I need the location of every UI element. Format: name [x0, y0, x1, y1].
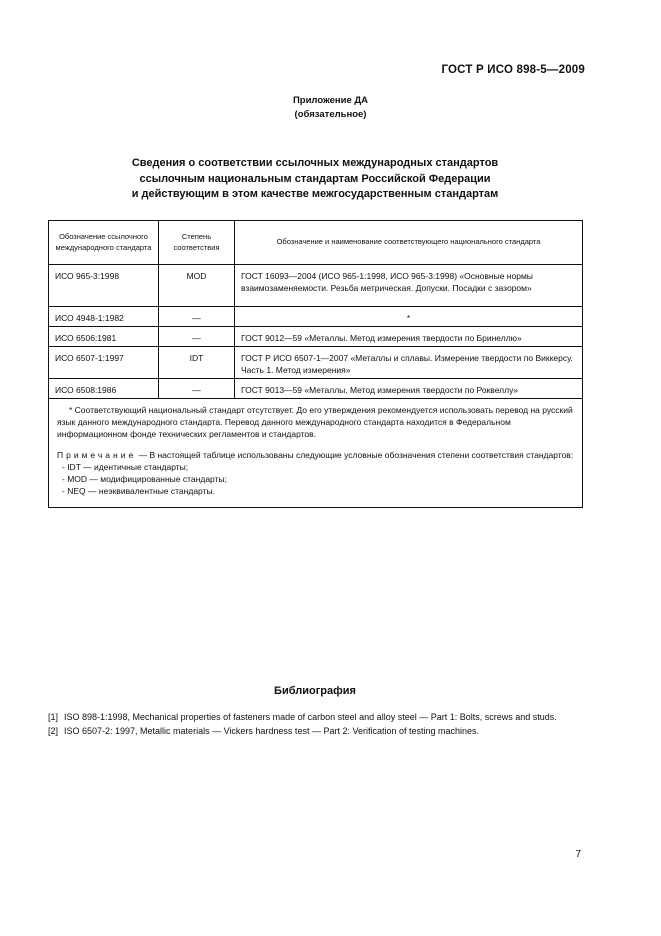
cell-national: ГОСТ 9012—59 «Металлы. Метод измерения твердости по Бринеллю» [235, 327, 583, 347]
bibliography-text: ISO 898-1:1998, Mechanical properties of fasteners made of carbon steel and alloy steel — Part 1: Bolts, screws and studs. [64, 712, 557, 722]
appendix-subtitle: (обязательное) [294, 109, 367, 120]
footnote: * Соответствующий национальный стандарт отсутствует. До его утверждения рекомендуется использовать перевод на русский язык данного международного стандарта. Перевод данного международного стандарта находится в Федеральном информационном фонде технических регламентов и стандартов. [57, 405, 573, 439]
table-notes [49, 399, 583, 508]
cell-degree: IDT [159, 347, 235, 379]
cell-designation: ИСО 6507-1:1997 [49, 347, 159, 379]
bibliography-item [48, 725, 586, 738]
section-title-line: и действующим в этом качестве межгосударственным стандартам [131, 188, 499, 200]
correspondence-table [48, 220, 583, 508]
section-title [0, 156, 630, 203]
cell-degree: — [159, 307, 235, 327]
cell-degree: — [159, 327, 235, 347]
cell-designation: ИСО 6506:1981 [49, 327, 159, 347]
section-title-line: Сведения о соответствии ссылочных международных стандартов [131, 157, 499, 169]
column-header-national: Обозначение и наименование соответствующего национального стандарта [235, 221, 583, 265]
appendix-heading [0, 94, 661, 122]
table-row [49, 347, 583, 379]
table-row [49, 327, 583, 347]
appendix-title: Приложение ДА [292, 95, 369, 106]
bibliography-number: [1] [48, 712, 59, 722]
table-notes-row [49, 399, 583, 508]
bibliography-text: ISO 6507-2: 1997, Metallic materials — Vickers hardness test — Part 2: Verification of testing machines. [64, 725, 480, 736]
column-header-degree: Степень соответствия [159, 221, 235, 265]
abbreviation-item: - IDT — идентичные стандарты; [62, 462, 189, 472]
section-title-line: ссылочным национальным стандартам Российской Федерации [139, 172, 491, 185]
bibliography-item [48, 711, 586, 724]
cell-degree: MOD [159, 265, 235, 307]
table-row [49, 379, 583, 399]
cell-designation: ИСО 6508:1986 [49, 379, 159, 399]
note [57, 449, 574, 461]
document-code: ГОСТ Р ИСО 898-5—2009 [441, 64, 585, 76]
cell-national: ГОСТ Р ИСО 6507-1—2007 «Металлы и сплавы. Измерение твердости по Виккерсу. Часть 1. Метод измерения» [235, 347, 583, 379]
column-header-designation: Обозначение ссылочного международного стандарта [49, 221, 159, 265]
cell-national: * [235, 307, 583, 327]
cell-degree: — [159, 379, 235, 399]
table-row [49, 307, 583, 327]
bibliography-number: [2] [48, 725, 59, 736]
table-row [49, 265, 583, 307]
abbreviation-item: - NEQ — неэквивалентные стандарты. [62, 486, 215, 496]
note-label: Примечание [57, 450, 137, 460]
cell-national: ГОСТ 9013—59 «Металлы. Метод измерения твердости по Роквеллу» [235, 379, 583, 399]
abbreviation-item: - MOD — модифицированные стандарты; [62, 474, 227, 484]
note-text: — В настоящей таблице использованы следующие условные обозначения степени соответствия стандартов: [138, 450, 574, 460]
table-header-row [49, 221, 583, 265]
cell-national: ГОСТ 16093—2004 (ИСО 965-1:1998, ИСО 965-3:1998) «Основные нормы взаимозаменяемости. Резьба метрическая. Допуски. Посадки с зазором» [235, 265, 583, 307]
bibliography-title: Библиография [274, 685, 356, 697]
page-number: 7 [575, 849, 581, 860]
cell-designation: ИСО 4948-1:1982 [49, 307, 159, 327]
cell-designation: ИСО 965-3:1998 [49, 265, 159, 307]
bibliography-list [48, 711, 586, 738]
